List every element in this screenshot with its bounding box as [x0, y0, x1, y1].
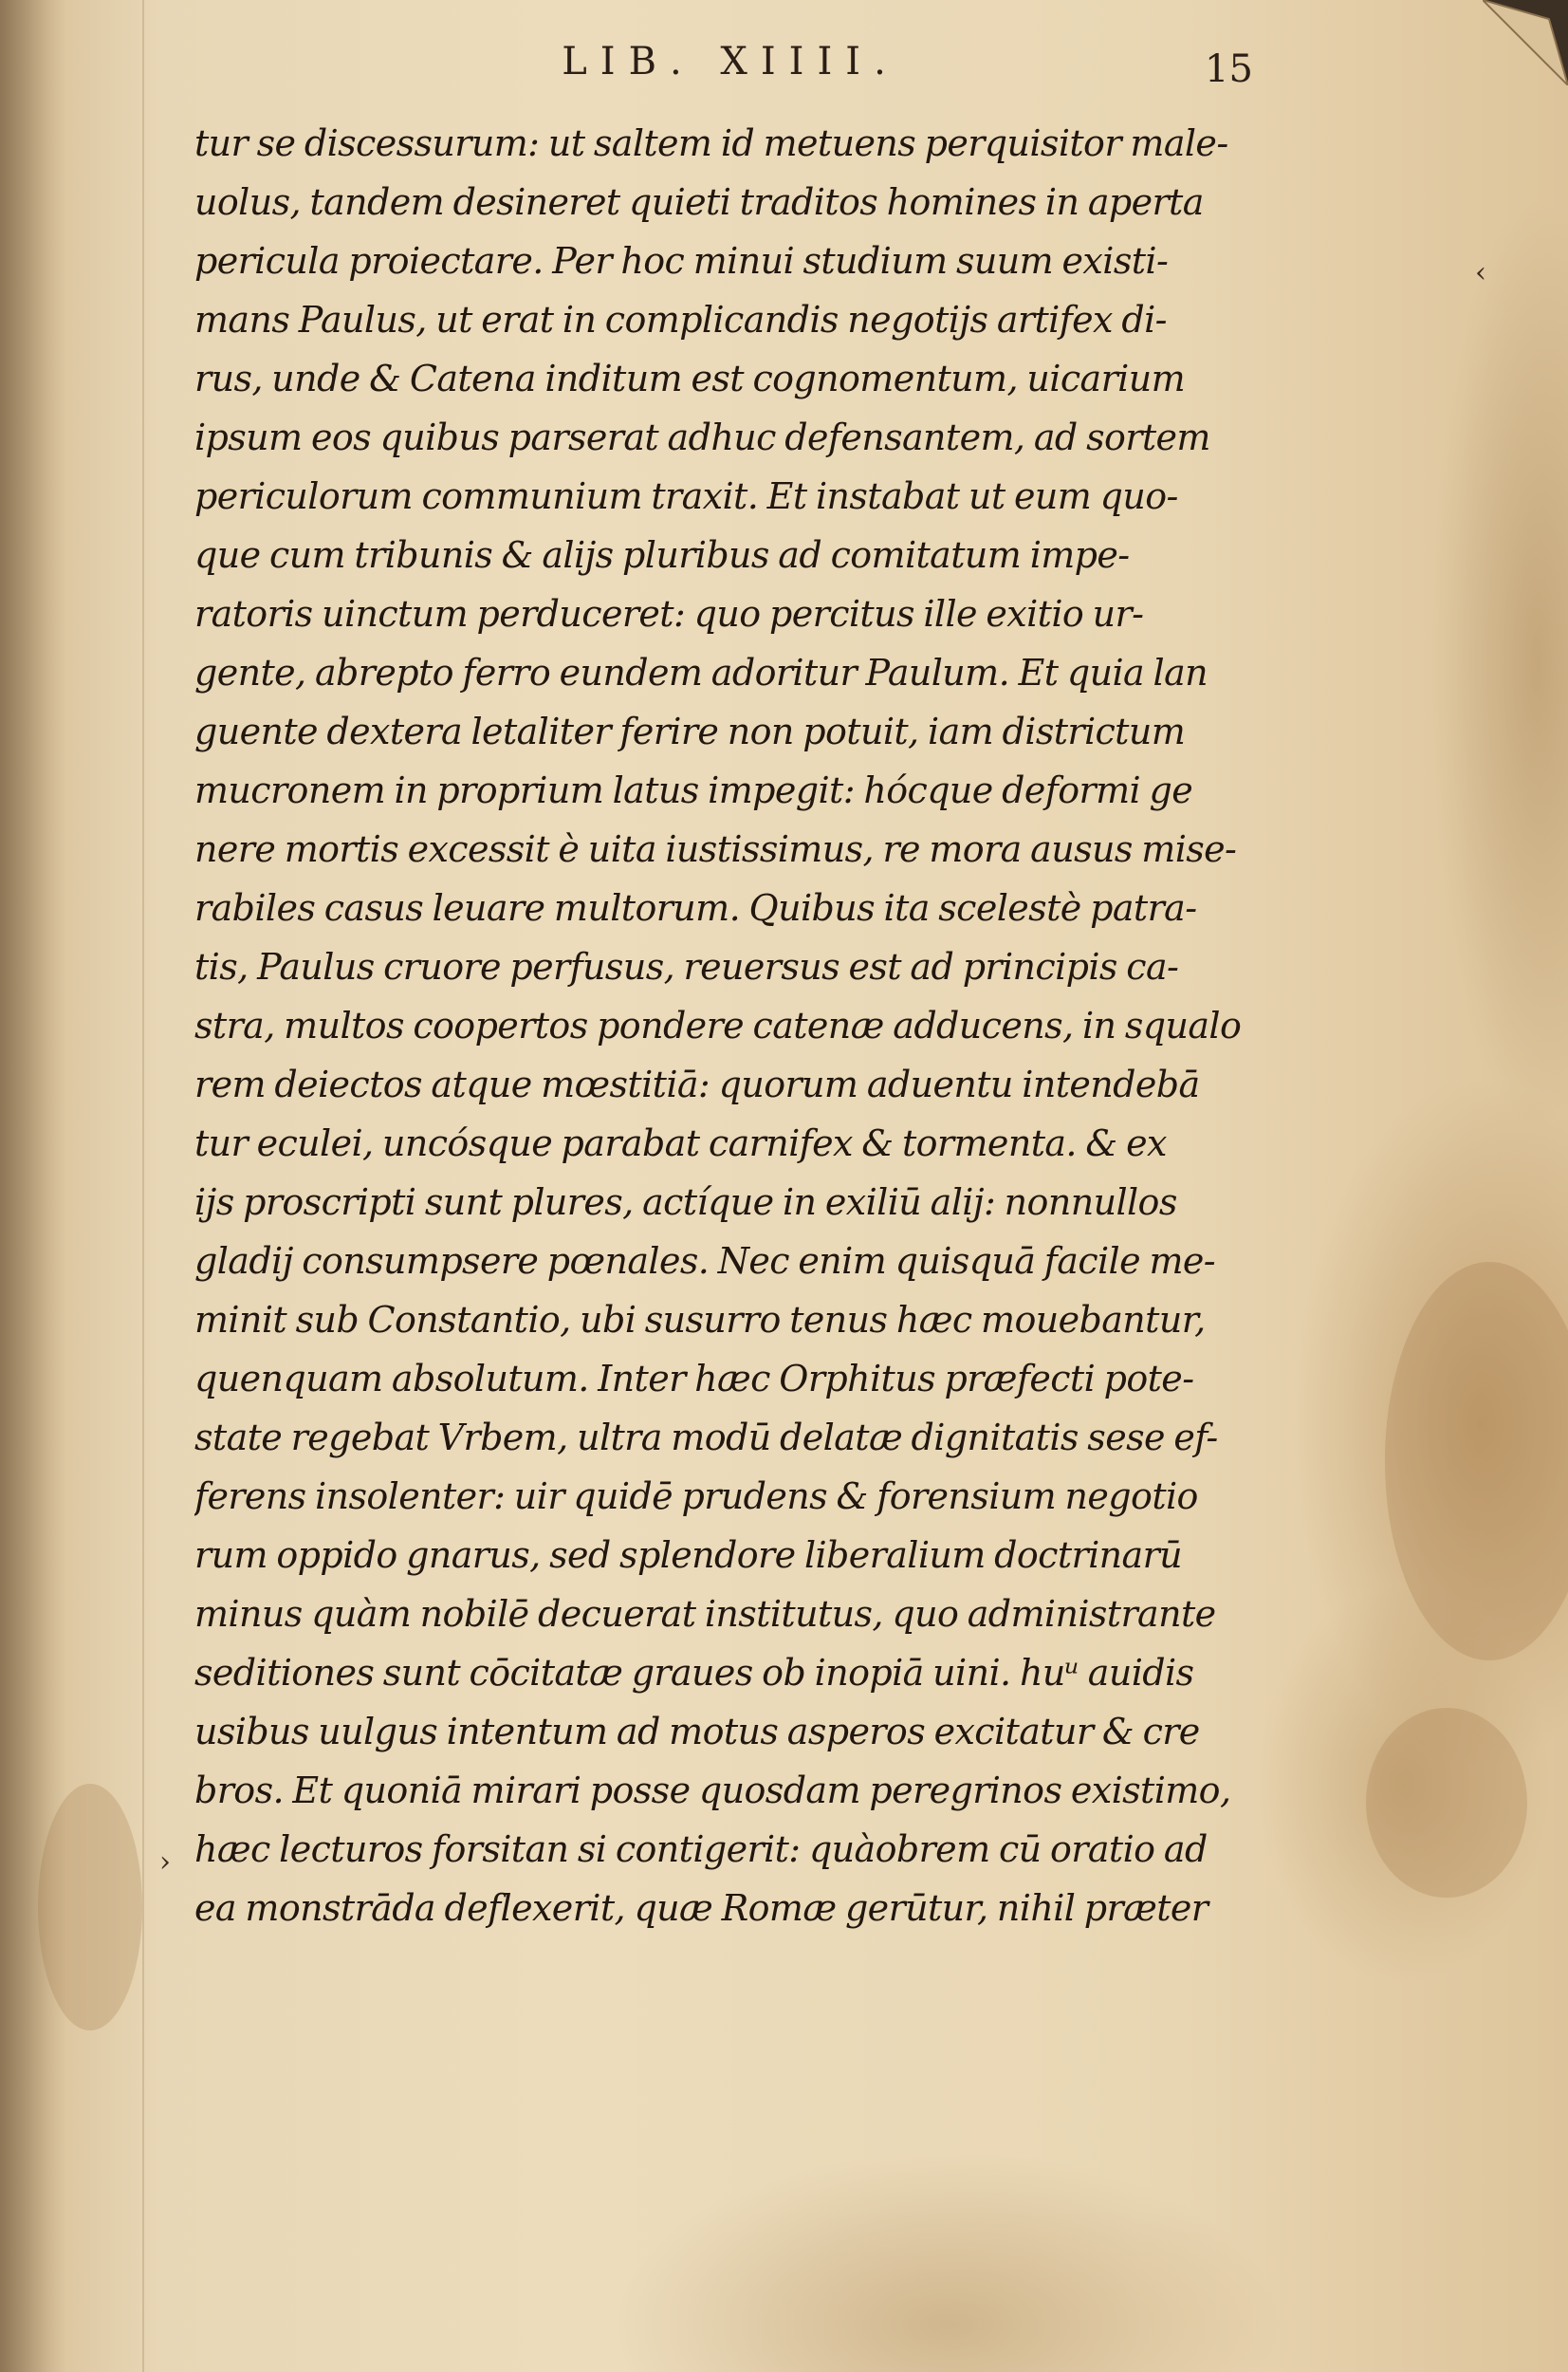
text-line: ijs proscripti sunt plures, actíque in exiliū alij: nonnullos — [194, 1181, 1177, 1223]
water-stain — [1366, 1708, 1527, 1898]
text-line: tur eculei, uncósque parabat carnifex & tormenta. & ex — [194, 1122, 1167, 1164]
text-line: rem deiectos atque mœstitiā: quorum aduentu intendebā — [194, 1064, 1200, 1105]
margin-mark: › — [159, 1845, 171, 1879]
water-stain — [38, 1784, 142, 2030]
text-line: bros. Et quoniā mirari posse quosdam peregrinos existimo, — [194, 1770, 1231, 1811]
water-stain — [1385, 1262, 1568, 1660]
running-title: LIB. XIIII. — [562, 40, 899, 83]
text-line: ratoris uinctum perduceret: quo percitus ille exitio ur- — [194, 593, 1144, 635]
text-line: minus quàm nobilē decuerat institutus, quo administrante — [194, 1593, 1216, 1635]
text-line: stra, multos coopertos pondere catenæ adducens, in squalo — [194, 1005, 1242, 1047]
text-line: quenquam absolutum. Inter hæc Orphitus præfecti pote- — [194, 1358, 1194, 1399]
text-line: tis, Paulus cruore perfusus, reuersus est ad principis ca- — [194, 946, 1179, 988]
text-line: tur se discessurum: ut saltem id metuens perquisitor male- — [194, 122, 1228, 164]
text-line: hæc lecturos forsitan si contigerit: quàobrem cū oratio ad — [194, 1828, 1208, 1870]
text-line: guente dextera letaliter ferire non potuit, iam districtum — [194, 711, 1186, 752]
text-line: periculorum communium traxit. Et instabat ut eum quo- — [194, 475, 1178, 517]
text-line: rus, unde & Catena inditum est cognomentum, uicarium — [194, 358, 1185, 399]
text-line: rum oppido gnarus, sed splendore liberalium doctrinarū — [194, 1534, 1183, 1576]
text-line: gladij consumpsere pœnales. Nec enim quisquā facile me- — [194, 1240, 1216, 1282]
text-line: ipsum eos quibus parserat adhuc defensantem, ad sortem — [194, 417, 1210, 458]
margin-mark: ‹ — [1475, 256, 1486, 289]
text-line: nere mortis excessit è uita iustissimus, re mora ausus mise- — [194, 828, 1237, 870]
page-number: 15 — [1205, 47, 1253, 91]
gutter-fold-line — [142, 0, 144, 2372]
text-line: mans Paulus, ut erat in complicandis negotijs artifex di- — [194, 299, 1167, 341]
text-line: ea monstrāda deflexerit, quæ Romæ gerūtur, nihil præter — [194, 1887, 1208, 1929]
text-line: que cum tribunis & alijs pluribus ad comitatum impe- — [194, 534, 1130, 576]
binding-gutter — [0, 0, 66, 2372]
text-line: ferens insolenter: uir quidē prudens & forensium negotio — [194, 1475, 1198, 1517]
text-line: gente, abrepto ferro eundem adoritur Paulum. Et quia lan — [194, 652, 1208, 694]
text-line: rabiles casus leuare multorum. Quibus ita scelestè patra- — [194, 887, 1197, 929]
text-line: state regebat Vrbem, ultra modū delatæ dignitatis sese ef- — [194, 1417, 1218, 1458]
text-line: uolus, tandem desineret quieti traditos homines in aperta — [194, 181, 1204, 223]
text-line: usibus uulgus intentum ad motus asperos excitatur & cre — [194, 1711, 1200, 1752]
text-line: pericula proiectare. Per hoc minui studium suum existi- — [194, 240, 1169, 282]
text-line: mucronem in proprium latus impegit: hócque deformi ge — [194, 769, 1193, 811]
text-line: seditiones sunt cōcitatæ graues ob inopiā uini. huᵘ auidis — [194, 1652, 1194, 1694]
text-line: minit sub Constantio, ubi susurro tenus hæc mouebantur, — [194, 1299, 1206, 1341]
body-text — [194, 114, 1257, 1937]
page-header — [0, 40, 1568, 106]
